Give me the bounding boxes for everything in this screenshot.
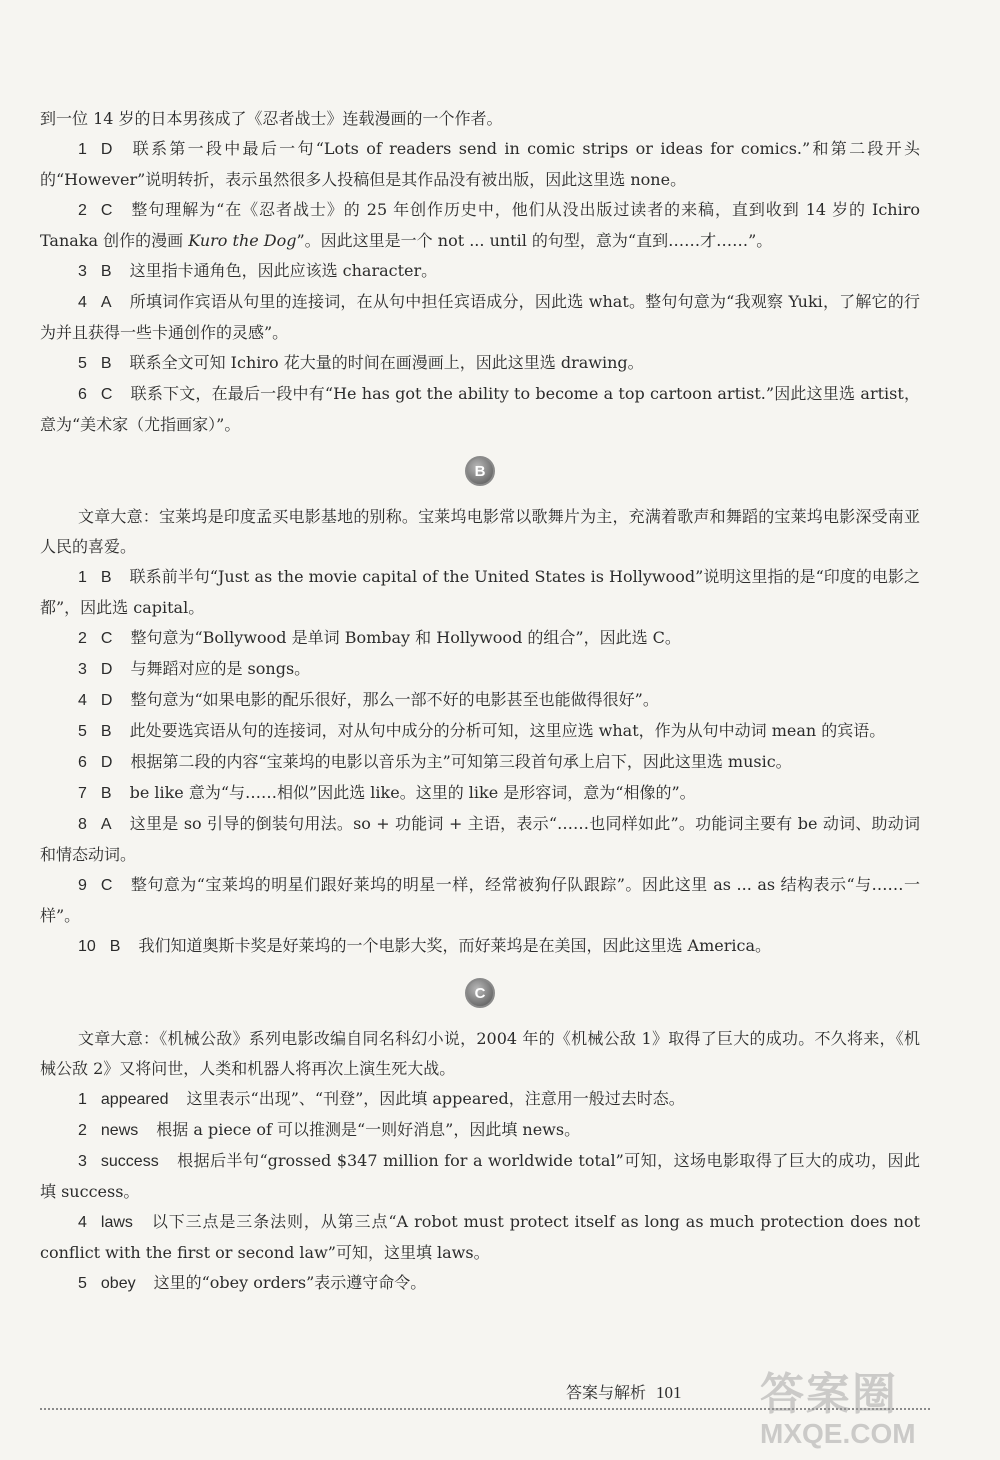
- section-c-item: 4 laws 以下三点是三条法则，从第三点“A robot must protect itself as long as much protection does not conflict with the first or second law”可知，这里填 laws。: [40, 1212, 920, 1262]
- section-b-item: 4 D 整句意为“如果电影的配乐很好，那么一部不好的电影甚至也能做得很好”。: [78, 690, 659, 709]
- page-number: 101: [656, 1383, 682, 1402]
- section-a-item: 4 A 所填词作宾语从句里的连接词，在从句中担任宾语成分，因此选 what。整句句意为“我观察 Yuki，了解它的行为并且获得一些卡通创作的灵感”。: [40, 292, 920, 342]
- page-footer: [566, 1380, 682, 1403]
- section-b-item: 10 B 我们知道奥斯卡奖是好莱坞的一个电影大奖，而好莱坞是在美国，因此这里选 America。: [78, 936, 772, 955]
- watermark-text: 答案圈: [760, 1370, 898, 1419]
- section-b-item: 1 B 联系前半句“Just as the movie capital of the United States is Hollywood”说明这里指的是“印度的电影之都”，因此选 capital。: [40, 567, 920, 617]
- section-a-item: 3 B 这里指卡通角色，因此应该选 character。: [78, 261, 438, 280]
- section-c-summary: 文章大意：《机械公敌》系列电影改编自同名科幻小说，2004 年的《机械公敌 1》取得了巨大的成功。不久将来，《机械公敌 2》又将问世，人类和机器人将再次上演生死大战。: [40, 1029, 920, 1078]
- section-b-item: 9 C 整句意为“宝莱坞的明星们跟好莱坞的明星一样，经常被狗仔队跟踪”。因此这里 as ... as 结构表示“与……一样”。: [40, 875, 920, 925]
- section-b-item: 8 A 这里是 so 引导的倒装句用法。so + 功能词 + 主语，表示“……也同样如此”。功能词主要有 be 动词、助动词和情态动词。: [40, 814, 920, 864]
- section-b-header: [40, 440, 920, 502]
- section-c-item: 5 obey 这里的“obey orders”表示遵守命令。: [78, 1273, 427, 1292]
- section-c-item: 3 success 根据后半句“grossed $347 million for a worldwide total”可知，这场电影取得了巨大的成功，因此填 success。: [40, 1151, 920, 1201]
- section-b-item: 2 C 整句意为“Bollywood 是单词 Bombay 和 Hollywood 的组合”，因此选 C。: [78, 628, 681, 647]
- section-c-badge: C: [465, 978, 495, 1008]
- section-b-item: 6 D 根据第二段的内容“宝莱坞的电影以音乐为主”可知第三段首句承上启下，因此这里选 music。: [78, 752, 792, 771]
- footer-label: 答案与解析: [566, 1383, 647, 1402]
- section-a-item: 6 C 联系下文，在最后一段中有“He has got the ability to become a top cartoon artist.”因此这里选 artist，意为“美术家（尤指画家）”。: [40, 384, 920, 434]
- section-c-item: 1 appeared 这里表示“出现”、“刊登”，因此填 appeared，注意用一般过去时态。: [78, 1089, 685, 1108]
- section-a-item: 1 D 联系第一段中最后一句“Lots of readers send in comic strips or ideas for comics.”和第二段开头的“However”说明转折，表示虽然很多人投稿但是其作品没有被出版，因此这里选 none。: [40, 139, 920, 189]
- section-b-summary: 文章大意：宝莱坞是印度孟买电影基地的别称。宝莱坞电影常以歌舞片为主，充满着歌声和舞蹈的宝莱坞电影深受南亚人民的喜爱。: [40, 507, 920, 556]
- section-a-item: 5 B 联系全文可知 Ichiro 花大量的时间在画漫画上，因此这里选 drawing。: [78, 353, 644, 372]
- section-c-item: 2 news 根据 a piece of 可以推测是“一则好消息”，因此填 news。: [78, 1120, 581, 1139]
- section-a-intro-end: 到一位 14 岁的日本男孩成了《忍者战士》连载漫画的一个作者。: [40, 109, 503, 128]
- section-b-item: 5 B 此处要选宾语从句的连接词，对从句中成分的分析可知，这里应选 what，作为从句中动词 mean 的宾语。: [78, 721, 886, 740]
- section-b-item: 3 D 与舞蹈对应的是 songs。: [78, 659, 311, 678]
- section-c-header: [40, 962, 920, 1024]
- section-a-item: 2 C 整句理解为“在《忍者战士》的 25 年创作历史中，他们从没出版过读者的来稿，直到收到 14 岁的 Ichiro Tanaka 创作的漫画 Kuro the Dog”。因此这里是一个 not ... until 的句型，意为“直到……才……”。: [40, 200, 920, 250]
- answer-content: [40, 104, 920, 1299]
- section-b-item: 7 B be like 意为“与……相似”因此选 like。这里的 like 是形容词，意为“相像的”。: [78, 783, 696, 802]
- section-b-badge: B: [465, 456, 495, 486]
- watermark: [760, 1358, 990, 1458]
- comic-title: Kuro the Dog: [188, 231, 297, 250]
- watermark-url: MXQE.COM: [760, 1418, 916, 1449]
